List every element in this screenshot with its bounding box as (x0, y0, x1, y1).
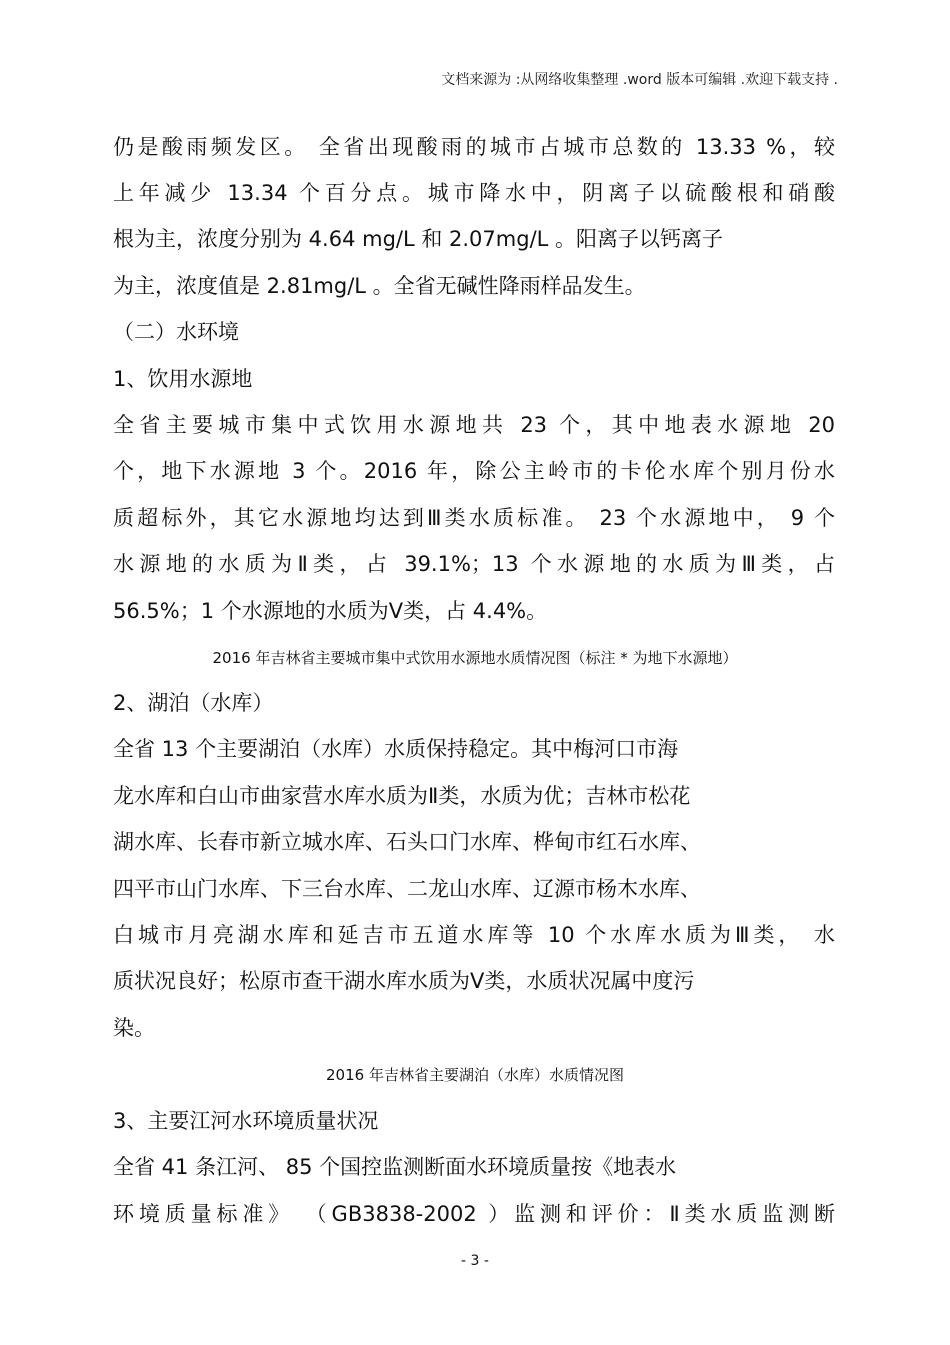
paragraph-line: 全省 41 条江河、 85 个国控监测断面水环境质量按《地表水 (113, 1155, 677, 1179)
paragraph-line: 56.5%；1 个水源地的水质为Ⅴ类，占 4.4%。 (113, 599, 548, 623)
paragraph-line: 仍是酸雨频发区。 全省出现酸雨的城市占城市总数的 13.33 %，较 (113, 135, 835, 159)
paragraph-line: 质状况良好；松原市查干湖水库水质为Ⅴ类，水质状况属中度污 (113, 969, 695, 993)
paragraph-line: 四平市山门水库、下三台水库、二龙山水库、辽源市杨木水库、 (113, 877, 701, 901)
subsection-heading-drinking-water: 1、饮用水源地 (113, 367, 253, 391)
paragraph-line: 个，地下水源地 3 个。2016 年，除公主岭市的卡伦水库个别月份水 (113, 459, 835, 483)
paragraph-line: 龙水库和白山市曲家营水库水质为Ⅱ类，水质为优；吉林市松花 (113, 784, 691, 808)
paragraph-line: 根为主，浓度分别为 4.64 mg/L 和 2.07mg/L 。阳离子以钙离子 (113, 227, 724, 251)
paragraph-line: 环境质量标准》 （GB3838-2002 ）监测和评价：Ⅱ类水质监测断 (113, 1202, 835, 1226)
paragraph-line: 为主，浓度值是 2.81mg/L 。全省无碱性降雨样品发生。 (113, 274, 646, 298)
paragraph-line: 全省主要城市集中式饮用水源地共 23 个，其中地表水源地 20 (113, 413, 835, 437)
subsection-heading-rivers: 3、主要江河水环境质量状况 (113, 1109, 379, 1133)
paragraph-line: 上年减少 13.34 个百分点。城市降水中，阴离子以硫酸根和硝酸 (113, 181, 835, 205)
paragraph-line: 质超标外，其它水源地均达到Ⅲ类水质标准。 23 个水源地中， 9 个 (113, 506, 835, 530)
subsection-heading-lakes: 2、湖泊（水库） (113, 691, 274, 715)
section-heading-water-environment: （二）水环境 (113, 320, 239, 344)
paragraph-line: 染。 (113, 1016, 155, 1040)
paragraph-line: 水源地的水质为Ⅱ类，占 39.1%；13 个水源地的水质为Ⅲ类，占 (113, 552, 835, 576)
figure-caption-drinking-water: 2016 年吉林省主要城市集中式饮用水源地水质情况图（标注 * 为地下水源地） (212, 649, 738, 667)
paragraph-line: 全省 13 个主要湖泊（水库）水质保持稳定。其中梅河口市海 (113, 737, 679, 761)
page-number: - 3 - (461, 1253, 489, 1269)
figure-caption-lakes: 2016 年吉林省主要湖泊（水库）水质情况图 (326, 1066, 624, 1084)
header-source-note: 文档来源为 :从网络收集整理 .word 版本可编辑 .欢迎下载支持 . (441, 72, 838, 88)
paragraph-line: 湖水库、长春市新立城水库、石头口门水库、桦甸市红石水库、 (113, 830, 701, 854)
paragraph-line: 白城市月亮湖水库和延吉市五道水库等 10 个水库水质为Ⅲ类， 水 (113, 923, 835, 947)
